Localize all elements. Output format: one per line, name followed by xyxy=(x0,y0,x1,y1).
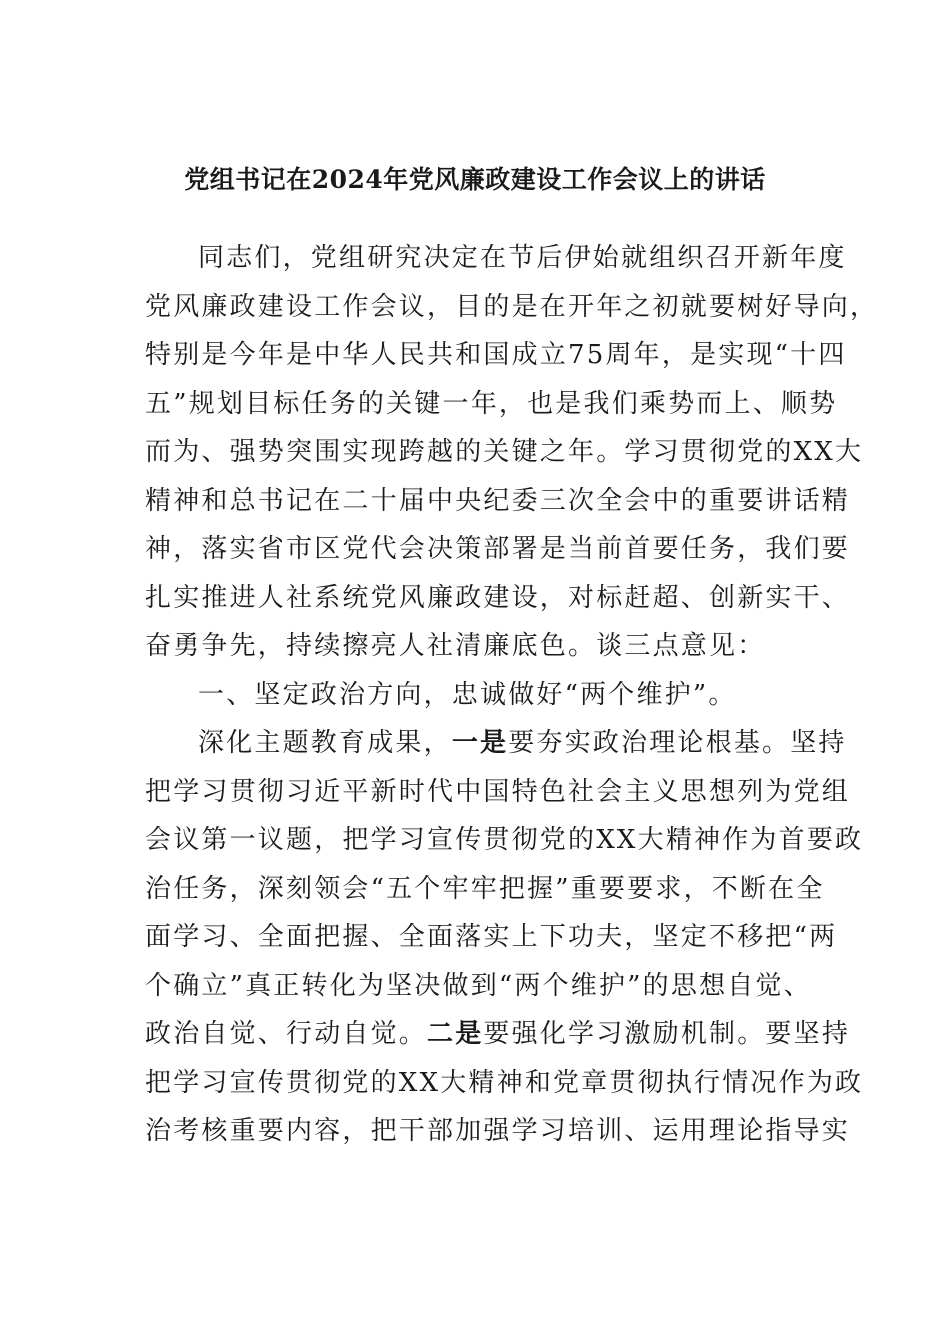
text-run: 要夯实政治理论根基。坚持 xyxy=(508,728,847,758)
paragraph-line xyxy=(145,719,847,768)
section-heading: 一、坚定政治方向，忠诚做好“两个维护”。 xyxy=(198,679,737,710)
paragraph-line: 精神和总书记在二十届中央纪委三次全会中的重要讲话精 xyxy=(145,485,851,516)
paragraph-line xyxy=(145,1010,851,1059)
paragraph-line: 治考核重要内容，把干部加强学习培训、运用理论指导实 xyxy=(145,1116,851,1146)
emphasis-first: 一是 xyxy=(451,728,509,758)
paragraph-line: 个确立”真正转化为坚决做到“两个维护”的思想自觉、 xyxy=(145,970,812,1001)
document-title: 党组书记在2024年党风廉政建设工作会议上的讲话 xyxy=(184,165,766,194)
paragraph-line: 而为、强势突围实现跨越的关键之年。学习贯彻党的XX大 xyxy=(145,437,864,467)
text-run: 政治自觉、行动自觉。 xyxy=(145,1019,428,1049)
document-body xyxy=(145,234,879,1156)
paragraph-line: 神，落实省市区党代会决策部署是当前首要任务，我们要 xyxy=(145,534,851,564)
paragraph-line: 同志们，党组研究决定在节后伊始就组织召开新年度 xyxy=(198,243,847,273)
paragraph-line: 把学习贯彻习近平新时代中国特色社会主义思想列为党组 xyxy=(145,776,851,807)
paragraph-line: 把学习宣传贯彻党的XX大精神和党章贯彻执行情况作为政 xyxy=(145,1067,864,1098)
paragraph-line: 五”规划目标任务的关键一年，也是我们乘势而上、顺势 xyxy=(145,388,838,419)
emphasis-second: 二是 xyxy=(427,1019,484,1049)
paragraph-line: 特别是今年是中华人民共和国成立75周年，是实现“十四 xyxy=(145,340,847,370)
text-run: 深化主题教育成果， xyxy=(198,728,452,758)
paragraph-line: 会议第一议题，把学习宣传贯彻党的XX大精神作为首要政 xyxy=(145,825,864,855)
paragraph-line: 面学习、全面把握、全面落实上下功夫，坚定不移把“两 xyxy=(145,922,838,952)
paragraph-line: 奋勇争先，持续擦亮人社清廉底色。谈三点意见： xyxy=(145,631,766,661)
paragraph-line: 扎实推进人社系统党风廉政建设，对标赶超、创新实干、 xyxy=(145,582,851,613)
text-run: 要强化学习激励机制。要坚持 xyxy=(483,1019,851,1049)
paragraph-line: 治任务，深刻领会“五个牢牢把握”重要要求，不断在全 xyxy=(145,873,825,904)
paragraph-line: 党风廉政建设工作会议，目的是在开年之初就要树好导向， xyxy=(145,291,879,322)
